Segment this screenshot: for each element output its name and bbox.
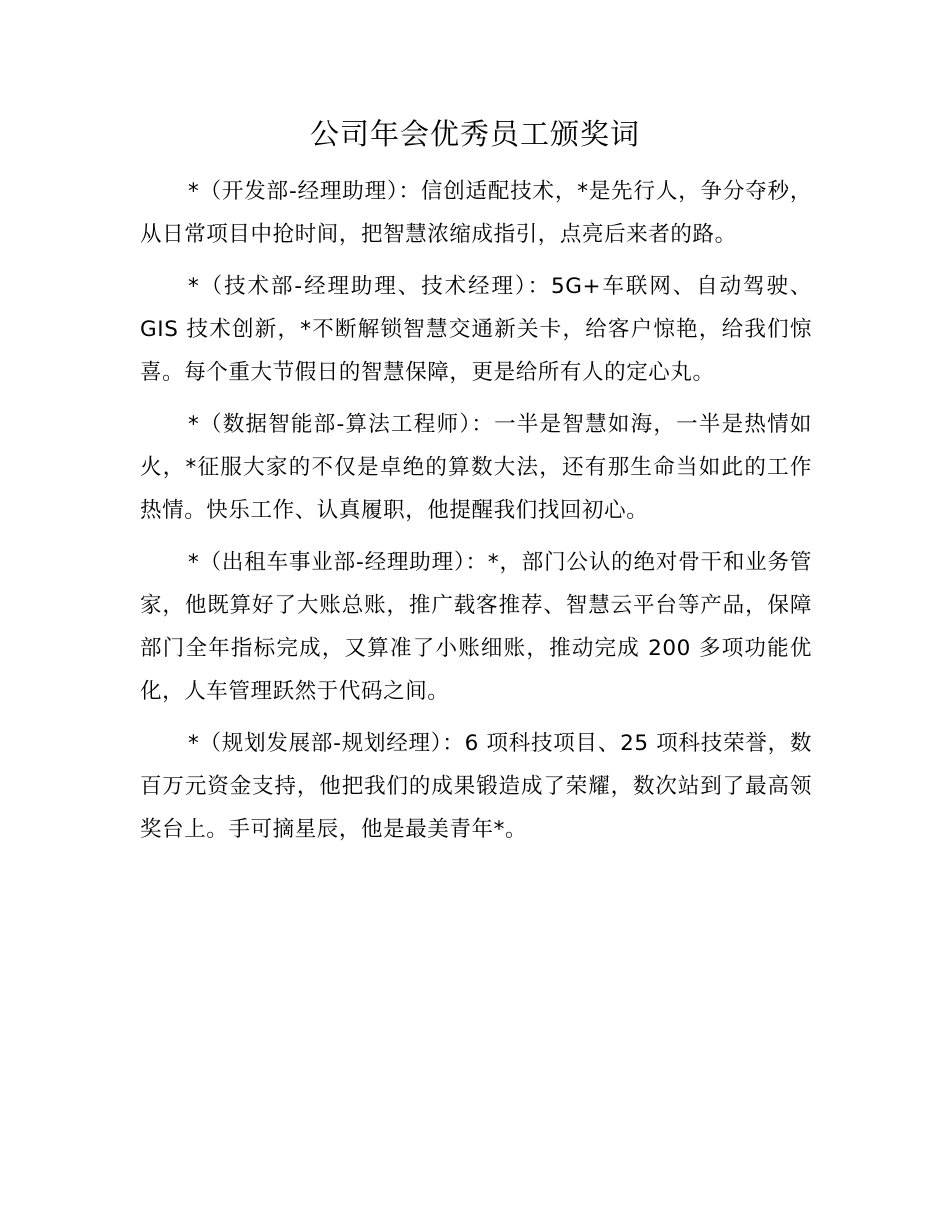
paragraph-development-dept: *（开发部-经理助理）：信创适配技术，*是先行人，争分夺秒，从日常项目中抢时间，把智慧浓缩成指引，点亮后来者的路。 (140, 179, 812, 247)
paragraph-technology-dept: *（技术部-经理助理、技术经理）：5G+车联网、自动驾驶、GIS 技术创新，*不断解锁智慧交通新关卡，给客户惊艳，给我们惊喜。每个重大节假日的智慧保障，更是给所有人的定心丸。 (140, 274, 812, 385)
document-title: 公司年会优秀员工颁奖词 (309, 117, 640, 151)
paragraph-data-intelligence-dept: *（数据智能部-算法工程师）：一半是智慧如海，一半是热情如火，*征服大家的不仅是卓绝的算数大法，还有那生命当如此的工作热情。快乐工作、认真履职，他提醒我们找回初心。 (140, 412, 812, 523)
paragraph-planning-dept: *（规划发展部-规划经理）：6 项科技项目、25 项科技荣誉，数百万元资金支持，他把我们的成果锻造成了荣耀，数次站到了最高领奖台上。手可摘星辰，他是最美青年*。 (140, 731, 812, 842)
document-body (140, 170, 812, 860)
paragraph-taxi-business-dept: *（出租车事业部-经理助理）：*，部门公认的绝对骨干和业务管家，他既算好了大账总账，推广载客推荐、智慧云平台等产品，保障部门全年指标完成，又算准了小账细账，推动完成 200 多项功能优化，人车管理跃然于代码之间。 (140, 550, 812, 704)
